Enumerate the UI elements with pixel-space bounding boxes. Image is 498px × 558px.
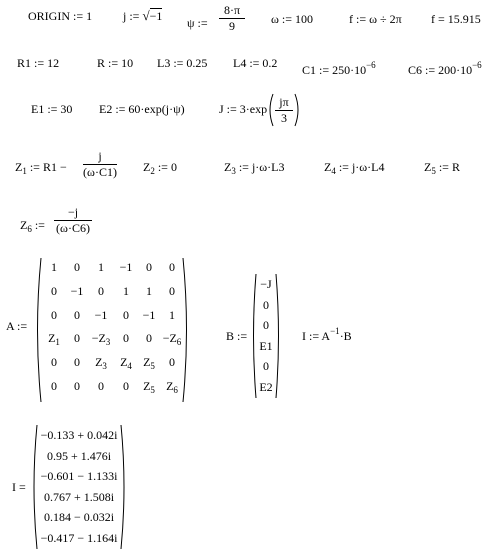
solve-definition[interactable] xyxy=(302,326,352,344)
matrix-a-cell: $Z_5$ xyxy=(143,379,155,395)
vector-b-cell: −J xyxy=(260,277,272,291)
omega-definition[interactable]: ω := 100 xyxy=(271,12,313,26)
z5-expression: := R xyxy=(438,160,460,174)
matrix-a-cell: 0 xyxy=(74,331,80,345)
solve-rhs: ·B xyxy=(339,329,352,343)
psi-fraction[interactable] xyxy=(219,4,245,33)
c6-exponent: −6 xyxy=(472,60,482,70)
j-radicand: −1 xyxy=(149,9,163,23)
j-source-label: J := 3·exp xyxy=(219,102,268,116)
z5-symbol: Z xyxy=(424,160,432,174)
vector-b[interactable] xyxy=(251,273,281,399)
z1-denominator: (ω·C1) xyxy=(83,165,117,179)
vector-b-cell: 0 xyxy=(263,359,269,373)
matrix-a-cell: 0 xyxy=(146,331,152,345)
j-source-definition[interactable] xyxy=(219,102,267,116)
c1-exponent: −6 xyxy=(366,60,376,70)
j-source-denominator: 3 xyxy=(281,111,287,125)
matrix-a-cell: 0 xyxy=(98,284,104,298)
matrix-a-cell: 0 xyxy=(51,308,57,322)
matrix-a-cell: $Z_3$ xyxy=(95,355,107,371)
result-label: I = xyxy=(12,480,26,494)
solve-lhs: I := A xyxy=(302,329,331,343)
z4-expression: := j·ω·L4 xyxy=(338,160,385,174)
matrix-a-cell: $Z_5$ xyxy=(143,355,155,371)
z1-fraction xyxy=(83,150,117,179)
matrix-a-cell: $Z_4$ xyxy=(120,355,132,371)
matrix-a-cell: 0 xyxy=(51,379,57,393)
matrix-a-cell: −1 xyxy=(119,260,133,274)
vector-b-cell: 0 xyxy=(263,318,269,332)
j-definition[interactable] xyxy=(123,9,162,23)
result-cell: −0.601 − 1.133i xyxy=(40,469,118,483)
z1-definition[interactable] xyxy=(15,160,67,175)
c1-base: C1 := 250·10 xyxy=(302,63,367,77)
z6-symbol: Z xyxy=(20,218,28,232)
z6-numerator: −j xyxy=(54,206,92,221)
matrix-a-cell: 0 xyxy=(123,308,129,322)
matrix-a-cell: $-Z_3$ xyxy=(91,331,111,347)
f-result[interactable]: f = 15.915 xyxy=(431,12,481,26)
matrix-a-cell: 0 xyxy=(169,260,175,274)
matrix-a-cell: 0 xyxy=(169,355,175,369)
z4-symbol: Z xyxy=(324,160,332,174)
c1-definition[interactable] xyxy=(302,60,376,78)
matrix-a-cell: −1 xyxy=(94,308,108,322)
vector-b-label: B := xyxy=(226,329,248,343)
j-label: j := xyxy=(123,9,140,23)
matrix-a-cell: $Z_6$ xyxy=(166,379,178,395)
matrix-a[interactable] xyxy=(34,256,190,404)
matrix-a-cell: 1 xyxy=(51,260,57,274)
r-definition[interactable]: R := 10 xyxy=(97,56,134,70)
z5-subscript: 5 xyxy=(431,166,436,176)
matrix-a-cell: 1 xyxy=(146,284,152,298)
result-cell: −0.417 − 1.164i xyxy=(40,530,118,545)
origin-definition[interactable]: ORIGIN := 1 xyxy=(28,9,93,23)
c6-base: C6 := 200·10 xyxy=(408,63,473,77)
matrix-a-cell: 0 xyxy=(169,284,175,298)
z6-denominator: (ω·C6) xyxy=(56,221,90,235)
c6-definition[interactable] xyxy=(408,60,482,78)
z5-definition[interactable] xyxy=(424,160,460,175)
l4-definition[interactable]: L4 := 0.2 xyxy=(233,56,278,70)
z3-expression: := j·ω·L3 xyxy=(238,160,285,174)
solve-exponent: −1 xyxy=(330,326,340,336)
result-cell: 0.767 + 1.508i xyxy=(43,489,115,504)
z6-expression: := xyxy=(34,218,45,232)
psi-numerator: 8·π xyxy=(219,4,245,19)
matrix-a-cell: 0 xyxy=(123,331,129,345)
matrix-a-cell: $-Z_6$ xyxy=(162,331,182,347)
z2-symbol: Z xyxy=(143,160,151,174)
psi-label: ψ := xyxy=(187,16,208,30)
f-definition[interactable]: f := ω ÷ 2π xyxy=(349,12,402,26)
matrix-a-cell: 0 xyxy=(74,260,80,274)
e2-definition[interactable]: E2 := 60·exp(j·ψ) xyxy=(99,102,185,116)
matrix-a-cell: 0 xyxy=(98,379,104,393)
matrix-a-cell: 0 xyxy=(51,284,57,298)
matrix-a-cell: 1 xyxy=(98,260,104,274)
matrix-a-cell: 1 xyxy=(169,308,175,322)
matrix-a-cell: $Z_1$ xyxy=(48,331,60,347)
psi-denominator: 9 xyxy=(229,19,235,33)
sqrt-icon: √ xyxy=(142,8,150,23)
z3-symbol: Z xyxy=(224,160,232,174)
vector-b-cell: E1 xyxy=(259,338,273,353)
result-cell: 0.184 − 0.032i xyxy=(43,510,115,524)
matrix-a-cell: 0 xyxy=(74,379,80,393)
z1-expression: := R1 − xyxy=(29,160,67,174)
matrix-a-label: A := xyxy=(6,319,28,333)
z2-definition[interactable] xyxy=(143,160,177,175)
z1-numerator: j xyxy=(83,150,117,165)
vector-b-cell: E2 xyxy=(259,379,273,394)
z1-subscript: 1 xyxy=(22,166,27,176)
vector-b-cell: 0 xyxy=(263,297,269,312)
matrix-a-cell: 0 xyxy=(74,308,80,322)
z2-subscript: 2 xyxy=(150,166,155,176)
r1-definition[interactable]: R1 := 12 xyxy=(17,56,60,70)
matrix-a-cell: 1 xyxy=(123,284,129,298)
matrix-a-cell: 0 xyxy=(123,379,129,393)
z1-symbol: Z xyxy=(15,160,23,174)
z6-subscript: 6 xyxy=(27,224,32,234)
e1-definition[interactable]: E1 := 30 xyxy=(31,102,73,116)
z3-definition[interactable] xyxy=(224,160,285,175)
z2-expression: := 0 xyxy=(157,160,177,174)
j-source-argument xyxy=(267,93,301,127)
matrix-a-cell: 0 xyxy=(51,355,57,369)
matrix-a-cell: 0 xyxy=(74,355,80,369)
z4-definition[interactable] xyxy=(324,160,385,175)
z6-fraction xyxy=(54,206,92,235)
matrix-a-cell: −1 xyxy=(142,308,156,322)
result-vector[interactable] xyxy=(31,424,127,550)
l3-definition[interactable]: L3 := 0.25 xyxy=(157,56,208,70)
z6-definition[interactable] xyxy=(20,218,45,233)
matrix-a-cell: −1 xyxy=(70,284,84,298)
result-cell: −0.133 + 0.042i xyxy=(40,428,118,442)
z3-subscript: 3 xyxy=(231,166,236,176)
z4-subscript: 4 xyxy=(331,166,336,176)
result-cell: 0.95 + 1.476i xyxy=(46,448,112,463)
matrix-a-cell: 0 xyxy=(146,260,152,274)
j-source-numerator: jπ xyxy=(275,96,293,111)
